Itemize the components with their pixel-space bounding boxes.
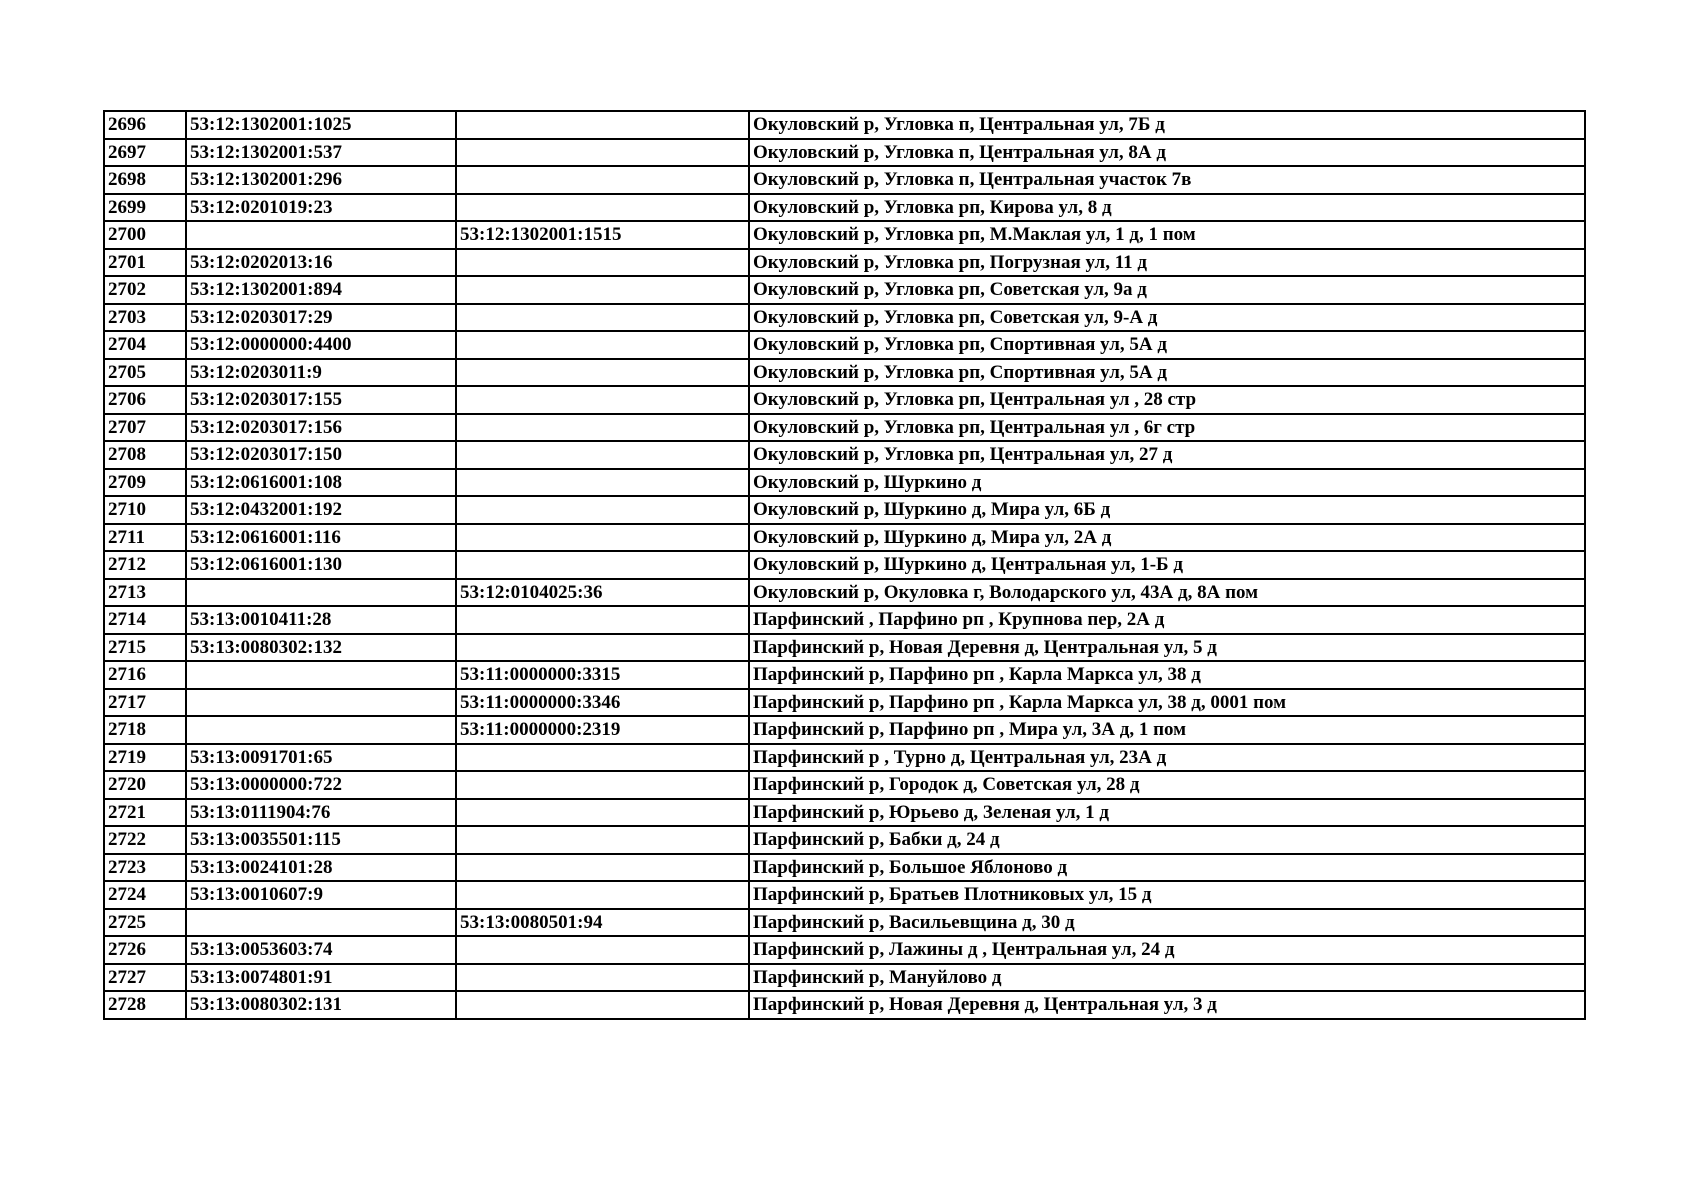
cadastral-number-cell [186,689,456,717]
row-number-cell: 2713 [104,579,186,607]
cadastral-number-cell: 53:13:0010411:28 [186,606,456,634]
cadastral-number-cell: 53:12:0203017:29 [186,304,456,332]
parent-cadastral-number-cell: 53:12:0104025:36 [456,579,749,607]
table-row [104,276,1585,304]
address-cell: Парфинский , Парфино рп , Крупнова пер, 2А д [749,606,1585,634]
parent-cadastral-number-cell [456,881,749,909]
table-row [104,249,1585,277]
row-number-cell: 2703 [104,304,186,332]
table-row [104,166,1585,194]
table-row [104,359,1585,387]
cadastral-number-cell: 53:13:0111904:76 [186,799,456,827]
address-cell: Парфинский р, Городок д, Советская ул, 28 д [749,771,1585,799]
table-row [104,386,1585,414]
row-number-cell: 2706 [104,386,186,414]
cadastral-number-cell: 53:12:0203017:155 [186,386,456,414]
row-number-cell: 2712 [104,551,186,579]
address-cell: Парфинский р, Парфино рп , Мира ул, 3А д, 1 пом [749,716,1585,744]
row-number-cell: 2719 [104,744,186,772]
cadastral-number-cell [186,579,456,607]
parent-cadastral-number-cell [456,826,749,854]
cadastral-number-cell: 53:12:0203011:9 [186,359,456,387]
cadastral-number-cell: 53:13:0074801:91 [186,964,456,992]
cadastral-number-cell [186,716,456,744]
cadastral-number-cell: 53:12:0616001:130 [186,551,456,579]
parent-cadastral-number-cell [456,276,749,304]
address-cell: Окуловский р, Шуркино д, Мира ул, 2А д [749,524,1585,552]
row-number-cell: 2727 [104,964,186,992]
parent-cadastral-number-cell [456,771,749,799]
parent-cadastral-number-cell [456,386,749,414]
parent-cadastral-number-cell: 53:11:0000000:3346 [456,689,749,717]
parent-cadastral-number-cell: 53:11:0000000:3315 [456,661,749,689]
row-number-cell: 2720 [104,771,186,799]
cadastral-number-cell [186,661,456,689]
table-row [104,221,1585,249]
table-row [104,441,1585,469]
table-row [104,469,1585,497]
table-row [104,936,1585,964]
cadastral-number-cell: 53:13:0080302:131 [186,991,456,1019]
address-cell: Окуловский р, Угловка п, Центральная ул, 7Б д [749,111,1585,139]
cadastral-number-cell: 53:13:0035501:115 [186,826,456,854]
row-number-cell: 2718 [104,716,186,744]
address-cell: Окуловский р, Угловка рп, Центральная ул, 27 д [749,441,1585,469]
row-number-cell: 2699 [104,194,186,222]
address-cell: Окуловский р, Угловка п, Центральная участок 7в [749,166,1585,194]
row-number-cell: 2697 [104,139,186,167]
row-number-cell: 2702 [104,276,186,304]
table-row [104,606,1585,634]
table-row [104,964,1585,992]
row-number-cell: 2705 [104,359,186,387]
cadastral-number-cell: 53:12:1302001:296 [186,166,456,194]
cadastral-number-cell: 53:13:0053603:74 [186,936,456,964]
address-cell: Парфинский р, Мануйлово д [749,964,1585,992]
table-row [104,331,1585,359]
address-cell: Окуловский р, Угловка рп, Центральная ул , 28 стр [749,386,1585,414]
row-number-cell: 2709 [104,469,186,497]
row-number-cell: 2715 [104,634,186,662]
row-number-cell: 2707 [104,414,186,442]
row-number-cell: 2704 [104,331,186,359]
row-number-cell: 2717 [104,689,186,717]
parent-cadastral-number-cell [456,606,749,634]
cadastral-number-cell: 53:13:0080302:132 [186,634,456,662]
cadastral-number-cell: 53:12:0202013:16 [186,249,456,277]
cadastral-number-cell: 53:12:0616001:116 [186,524,456,552]
row-number-cell: 2728 [104,991,186,1019]
address-cell: Окуловский р, Угловка рп, М.Маклая ул, 1 д, 1 пом [749,221,1585,249]
address-cell: Парфинский р, Парфино рп , Карла Маркса ул, 38 д [749,661,1585,689]
parent-cadastral-number-cell [456,936,749,964]
table-row [104,139,1585,167]
property-registry-table [103,110,1586,1020]
address-cell: Окуловский р, Окуловка г, Володарского ул, 43А д, 8А пом [749,579,1585,607]
address-cell: Парфинский р , Турно д, Центральная ул, 23А д [749,744,1585,772]
row-number-cell: 2716 [104,661,186,689]
parent-cadastral-number-cell [456,551,749,579]
parent-cadastral-number-cell [456,496,749,524]
row-number-cell: 2701 [104,249,186,277]
address-cell: Окуловский р, Шуркино д [749,469,1585,497]
address-cell: Окуловский р, Шуркино д, Мира ул, 6Б д [749,496,1585,524]
address-cell: Парфинский р, Юрьево д, Зеленая ул, 1 д [749,799,1585,827]
row-number-cell: 2725 [104,909,186,937]
parent-cadastral-number-cell [456,139,749,167]
table-row [104,304,1585,332]
cadastral-number-cell: 53:12:0203017:156 [186,414,456,442]
row-number-cell: 2700 [104,221,186,249]
parent-cadastral-number-cell [456,414,749,442]
table-row [104,991,1585,1019]
table-row [104,826,1585,854]
row-number-cell: 2723 [104,854,186,882]
parent-cadastral-number-cell [456,194,749,222]
cadastral-number-cell: 53:12:1302001:1025 [186,111,456,139]
row-number-cell: 2721 [104,799,186,827]
address-cell: Окуловский р, Угловка рп, Центральная ул , 6г стр [749,414,1585,442]
row-number-cell: 2710 [104,496,186,524]
address-cell: Парфинский р, Новая Деревня д, Центральная ул, 5 д [749,634,1585,662]
address-cell: Окуловский р, Угловка п, Центральная ул, 8А д [749,139,1585,167]
table-row [104,524,1585,552]
address-cell: Окуловский р, Угловка рп, Советская ул, 9-А д [749,304,1585,332]
cadastral-number-cell: 53:13:0024101:28 [186,854,456,882]
row-number-cell: 2722 [104,826,186,854]
cadastral-number-cell [186,221,456,249]
table-row [104,909,1585,937]
parent-cadastral-number-cell: 53:12:1302001:1515 [456,221,749,249]
table-row [104,854,1585,882]
parent-cadastral-number-cell [456,111,749,139]
table-row [104,689,1585,717]
table-row [104,551,1585,579]
parent-cadastral-number-cell [456,524,749,552]
table-row [104,881,1585,909]
cadastral-number-cell: 53:12:1302001:537 [186,139,456,167]
row-number-cell: 2724 [104,881,186,909]
parent-cadastral-number-cell: 53:11:0000000:2319 [456,716,749,744]
row-number-cell: 2726 [104,936,186,964]
table-row [104,414,1585,442]
row-number-cell: 2711 [104,524,186,552]
address-cell: Окуловский р, Угловка рп, Советская ул, 9а д [749,276,1585,304]
address-cell: Парфинский р, Новая Деревня д, Центральная ул, 3 д [749,991,1585,1019]
cadastral-number-cell: 53:12:0000000:4400 [186,331,456,359]
parent-cadastral-number-cell [456,854,749,882]
address-cell: Парфинский р, Бабки д, 24 д [749,826,1585,854]
cadastral-number-cell: 53:12:0201019:23 [186,194,456,222]
parent-cadastral-number-cell [456,304,749,332]
address-cell: Парфинский р, Большое Яблоново д [749,854,1585,882]
cadastral-number-cell: 53:13:0000000:722 [186,771,456,799]
address-cell: Парфинский р, Братьев Плотниковых ул, 15 д [749,881,1585,909]
parent-cadastral-number-cell [456,249,749,277]
cadastral-number-cell: 53:12:1302001:894 [186,276,456,304]
table-row [104,496,1585,524]
table-row [104,661,1585,689]
address-cell: Парфинский р, Парфино рп , Карла Маркса ул, 38 д, 0001 пом [749,689,1585,717]
address-cell: Окуловский р, Угловка рп, Спортивная ул, 5А д [749,359,1585,387]
row-number-cell: 2696 [104,111,186,139]
parent-cadastral-number-cell [456,359,749,387]
address-cell: Парфинский р, Васильевщина д, 30 д [749,909,1585,937]
cadastral-number-cell: 53:13:0091701:65 [186,744,456,772]
cadastral-number-cell: 53:13:0010607:9 [186,881,456,909]
parent-cadastral-number-cell: 53:13:0080501:94 [456,909,749,937]
cadastral-number-cell: 53:12:0432001:192 [186,496,456,524]
table-row [104,744,1585,772]
parent-cadastral-number-cell [456,441,749,469]
registry-table-body [104,111,1585,1019]
row-number-cell: 2708 [104,441,186,469]
table-row [104,771,1585,799]
parent-cadastral-number-cell [456,166,749,194]
table-row [104,579,1585,607]
address-cell: Окуловский р, Угловка рп, Погрузная ул, 11 д [749,249,1585,277]
address-cell: Окуловский р, Угловка рп, Кирова ул, 8 д [749,194,1585,222]
address-cell: Окуловский р, Угловка рп, Спортивная ул, 5А д [749,331,1585,359]
table-row [104,799,1585,827]
parent-cadastral-number-cell [456,991,749,1019]
parent-cadastral-number-cell [456,799,749,827]
parent-cadastral-number-cell [456,634,749,662]
parent-cadastral-number-cell [456,744,749,772]
table-row [104,194,1585,222]
table-row [104,111,1585,139]
cadastral-number-cell [186,909,456,937]
table-row [104,716,1585,744]
row-number-cell: 2714 [104,606,186,634]
table-row [104,634,1585,662]
address-cell: Парфинский р, Лажины д , Центральная ул, 24 д [749,936,1585,964]
cadastral-number-cell: 53:12:0616001:108 [186,469,456,497]
address-cell: Окуловский р, Шуркино д, Центральная ул, 1-Б д [749,551,1585,579]
parent-cadastral-number-cell [456,331,749,359]
cadastral-number-cell: 53:12:0203017:150 [186,441,456,469]
parent-cadastral-number-cell [456,469,749,497]
parent-cadastral-number-cell [456,964,749,992]
row-number-cell: 2698 [104,166,186,194]
